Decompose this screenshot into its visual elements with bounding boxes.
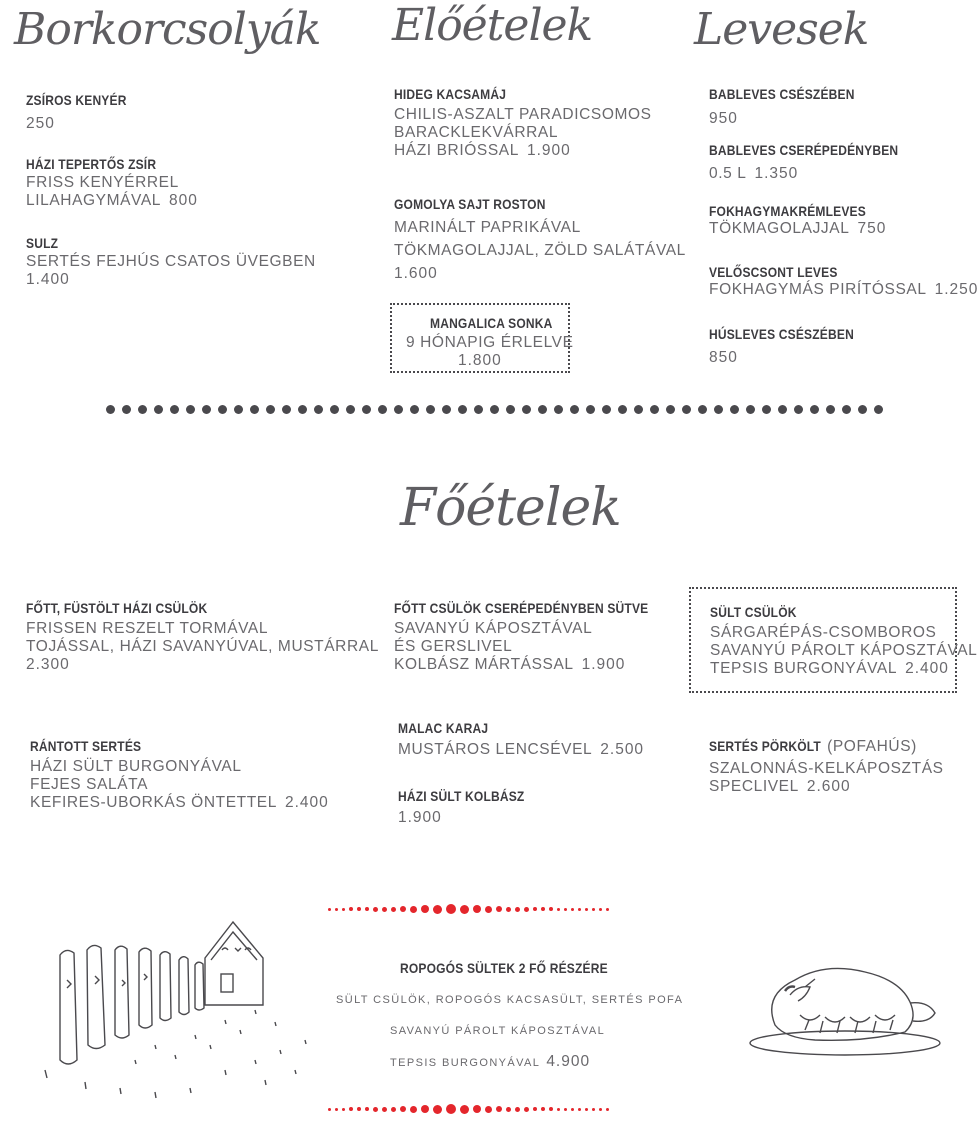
divider-dot — [634, 405, 643, 414]
item-line: FRISSEN RESZELT TORMÁVAL — [26, 620, 269, 637]
item-line: TÖKMAGOLAJJAL, ZÖLD SALÁTÁVAL — [394, 242, 686, 259]
divider-dot — [314, 405, 323, 414]
red-divider-dot — [578, 1108, 581, 1111]
item-name: FOKHAGYMAKRÉMLEVES — [709, 203, 866, 219]
divider-dot — [650, 405, 659, 414]
divider-dot — [602, 405, 611, 414]
red-divider-dot — [342, 908, 345, 911]
item-note: (POFAHÚS) — [827, 738, 917, 755]
red-divider-dot — [515, 1107, 520, 1112]
red-divider-dot — [496, 906, 502, 912]
item-name: SÜLT CSÜLÖK — [710, 604, 797, 620]
menu-item-hideg-kacsamaj — [394, 86, 652, 160]
ropogos-line: SAVANYÚ PÁROLT KÁPOSZTÁVAL — [390, 1025, 606, 1037]
red-divider-dot — [365, 907, 369, 911]
item-name: BABLEVES CSÉSZÉBEN — [709, 86, 855, 102]
item-line: SPECLIVEL 2.600 — [709, 778, 851, 795]
divider-dot — [202, 405, 211, 414]
item-name: SERTÉS PÖRKÖLT — [709, 738, 821, 754]
menu-item-fokhagymakremleves — [709, 203, 892, 238]
item-line: HÁZI BRIÓSSAL 1.900 — [394, 142, 571, 159]
divider-dot — [154, 405, 163, 414]
section-title-levesek: Levesek — [694, 4, 869, 55]
red-divider-dot — [571, 1108, 574, 1111]
red-divider-dot — [473, 1105, 481, 1113]
menu-item-sertes-porkolt — [709, 738, 944, 796]
divider-dot — [506, 405, 515, 414]
red-divider-dot — [564, 908, 567, 911]
ropogos-title — [400, 960, 642, 976]
item-name: ZSÍROS KENYÉR — [26, 92, 127, 108]
divider-dot — [234, 405, 243, 414]
item-name: MALAC KARAJ — [398, 720, 489, 736]
red-divider-dot — [592, 908, 595, 911]
divider-dot — [522, 405, 531, 414]
red-divider-dot — [335, 1108, 338, 1111]
red-dotted-divider-bottom — [328, 1104, 609, 1114]
item-line: BARACKLEKVÁRRAL — [394, 124, 559, 141]
menu-item-husleves — [709, 326, 878, 367]
item-price: 1.800 — [458, 352, 502, 369]
divider-dot — [730, 405, 739, 414]
divider-dot — [266, 405, 275, 414]
item-name: MANGALICA SONKA — [430, 315, 553, 331]
divider-dot — [218, 405, 227, 414]
item-name: BABLEVES CSERÉPEDÉNYBEN — [709, 142, 899, 158]
red-divider-dot — [549, 1107, 553, 1111]
red-divider-dot — [557, 1108, 560, 1111]
red-divider-dot — [506, 1107, 511, 1112]
ropogos-line: SÜLT CSÜLÖK, ROPOGÓS KACSASÜLT, SERTÉS POFA — [336, 994, 684, 1006]
red-divider-dot — [506, 907, 511, 912]
section-title-borkorcsolyak: Borkorcsolyák — [14, 4, 321, 55]
divider-dot — [682, 405, 691, 414]
item-line: 0.5 L 1.350 — [709, 165, 799, 182]
red-divider-dot — [433, 1105, 442, 1114]
item-line: SÁRGARÉPÁS-CSOMBOROS — [710, 624, 937, 641]
divider-dot — [570, 405, 579, 414]
red-divider-dot — [606, 1108, 609, 1111]
item-price: 800 — [169, 192, 198, 209]
red-divider-dot — [349, 1107, 353, 1111]
red-divider-dot — [460, 1105, 469, 1114]
item-line: KEFIRES-UBORKÁS ÖNTETTEL 2.400 — [30, 794, 329, 811]
red-divider-dot — [410, 906, 417, 913]
menu-item-bableves-cserep — [709, 142, 929, 183]
red-divider-dot — [571, 908, 574, 911]
divider-dot — [538, 405, 547, 414]
red-divider-dot — [524, 1107, 529, 1112]
item-price: 1.900 — [581, 656, 626, 673]
item-price: 1.350 — [754, 165, 799, 182]
divider-dot — [842, 405, 851, 414]
menu-item-rantott-sertes — [30, 738, 329, 812]
red-divider-dot — [549, 907, 553, 911]
item-line: SZALONNÁS-KELKÁPOSZTÁS — [709, 760, 944, 777]
red-divider-dot — [382, 907, 387, 912]
divider-dot — [346, 405, 355, 414]
red-divider-dot — [446, 1104, 456, 1114]
divider-dot — [122, 405, 131, 414]
divider-dot — [362, 405, 371, 414]
item-line: LILAHAGYMÁVAL 800 — [26, 192, 198, 209]
item-price: 2.500 — [600, 741, 645, 758]
menu-item-zsiros-kenyer — [26, 92, 143, 133]
divider-dot — [250, 405, 259, 414]
item-line: TOJÁSSAL, HÁZI SAVANYÚVAL, MUSTÁRRAL — [26, 638, 379, 655]
menu-item-fott-fustolt-csulok — [26, 600, 379, 674]
item-line: 9 HÓNAPIG ÉRLELVE — [406, 334, 574, 351]
red-divider-dot — [524, 907, 529, 912]
red-divider-dot — [557, 908, 560, 911]
menu-item-sulz — [26, 235, 316, 289]
featured-box-mangalica — [390, 303, 574, 373]
ropogos-title-text: ROPOGÓS SÜLTEK 2 FŐ RÉSZÉRE — [400, 960, 608, 976]
red-divider-dot — [373, 907, 378, 912]
red-divider-dot — [533, 907, 537, 911]
dotted-divider — [106, 405, 883, 414]
red-divider-dot — [541, 1107, 545, 1111]
item-line: FEJES SALÁTA — [30, 776, 149, 793]
section-title-eloetelek: Előételek — [392, 0, 593, 51]
red-divider-dot — [541, 907, 545, 911]
item-line: FOKHAGYMÁS PIRÍTÓSSAL 1.250 — [709, 281, 978, 298]
divider-dot — [378, 405, 387, 414]
red-divider-dot — [599, 1108, 602, 1111]
divider-dot — [426, 405, 435, 414]
divider-dot — [618, 405, 627, 414]
divider-dot — [714, 405, 723, 414]
divider-dot — [794, 405, 803, 414]
item-price: 2.400 — [905, 660, 949, 677]
menu-item-hazi-tepertos-zsir — [26, 156, 198, 210]
divider-dot — [330, 405, 339, 414]
menu-item-fott-csulok-cserep — [394, 600, 690, 674]
divider-dot — [762, 405, 771, 414]
item-line: MARINÁLT PAPRIKÁVAL — [394, 219, 581, 236]
red-divider-dot — [421, 1105, 429, 1113]
red-divider-dot — [391, 1107, 396, 1112]
red-divider-dot — [496, 1106, 502, 1112]
item-price: 1.900 — [526, 142, 571, 159]
item-line: SERTÉS FEJHÚS CSATOS ÜVEGBEN — [26, 253, 316, 270]
item-line: TEPSIS BURGONYÁVAL 2.400 — [710, 660, 949, 677]
item-name: GOMOLYA SAJT ROSTON — [394, 196, 546, 212]
red-divider-dot — [564, 1108, 567, 1111]
red-divider-dot — [400, 906, 406, 912]
featured-box-sult-csulok — [689, 587, 978, 693]
divider-dot — [474, 405, 483, 414]
item-line: CHILIS-ASZALT PARADICSOMOS — [394, 106, 652, 123]
divider-dot — [586, 405, 595, 414]
menu-item-gomolya-sajt — [394, 196, 686, 285]
red-divider-dot — [335, 908, 338, 911]
divider-dot — [138, 405, 147, 414]
red-divider-dot — [585, 908, 588, 911]
item-name: HÁZI SÜLT KOLBÁSZ — [398, 788, 525, 804]
item-price: 1.600 — [394, 265, 438, 282]
item-price: 2.400 — [284, 794, 329, 811]
divider-dot — [746, 405, 755, 414]
red-divider-dot — [460, 905, 469, 914]
divider-dot — [458, 405, 467, 414]
divider-dot — [186, 405, 195, 414]
menu-item-bableves-csesze — [709, 86, 878, 128]
divider-dot — [394, 405, 403, 414]
red-divider-dot — [342, 1108, 345, 1111]
red-divider-dot — [421, 905, 429, 913]
divider-dot — [282, 405, 291, 414]
divider-dot — [810, 405, 819, 414]
ropogos-line: TEPSIS BURGONYÁVAL 4.900 — [390, 1053, 591, 1070]
item-line: SAVANYÚ PÁROLT KÁPOSZTÁVAL — [710, 642, 978, 659]
item-name: SULZ — [26, 235, 59, 251]
red-divider-dot — [365, 1107, 369, 1111]
item-price: 1.900 — [398, 809, 442, 826]
red-divider-dot — [485, 906, 492, 913]
red-divider-dot — [592, 1108, 595, 1111]
item-line: ÉS GERSLIVEL — [394, 638, 513, 655]
red-divider-dot — [473, 905, 481, 913]
divider-dot — [170, 405, 179, 414]
red-dotted-divider-top — [328, 904, 609, 914]
item-price: 2.600 — [806, 778, 851, 795]
red-divider-dot — [349, 907, 353, 911]
divider-dot — [554, 405, 563, 414]
item-name: HÚSLEVES CSÉSZÉBEN — [709, 326, 854, 342]
divider-dot — [874, 405, 883, 414]
item-name: RÁNTOTT SERTÉS — [30, 738, 142, 754]
item-price: 1.400 — [26, 271, 70, 288]
divider-dot — [778, 405, 787, 414]
red-divider-dot — [373, 1107, 378, 1112]
red-divider-dot — [357, 907, 361, 911]
item-line: TÖKMAGOLAJJAL 750 — [709, 220, 887, 237]
item-name: FŐTT, FÜSTÖLT HÁZI CSÜLÖK — [26, 600, 208, 616]
item-price: 950 — [709, 110, 738, 127]
item-price: 2.300 — [26, 656, 70, 673]
item-price: 250 — [26, 115, 55, 132]
item-line: FRISS KENYÉRREL — [26, 174, 179, 191]
red-divider-dot — [382, 1107, 387, 1112]
divider-dot — [826, 405, 835, 414]
red-divider-dot — [533, 1107, 537, 1111]
red-divider-dot — [599, 908, 602, 911]
divider-dot — [666, 405, 675, 414]
item-name: FŐTT CSÜLÖK CSERÉPEDÉNYBEN SÜTVE — [394, 600, 649, 616]
red-divider-dot — [446, 904, 456, 914]
ropogos-price: 4.900 — [546, 1053, 591, 1070]
red-divider-dot — [578, 908, 581, 911]
item-name: VELŐSCSONT LEVES — [709, 264, 838, 280]
divider-dot — [442, 405, 451, 414]
red-divider-dot — [485, 1106, 492, 1113]
red-divider-dot — [391, 907, 396, 912]
red-divider-dot — [585, 1108, 588, 1111]
item-line: SAVANYÚ KÁPOSZTÁVAL — [394, 620, 593, 637]
divider-dot — [298, 405, 307, 414]
roast-pig-sketch-icon — [745, 955, 945, 1065]
village-houses-sketch-icon — [25, 910, 335, 1115]
menu-item-hazi-sult-kolbasz — [398, 788, 545, 827]
item-price: 1.250 — [934, 281, 978, 298]
red-divider-dot — [433, 905, 442, 914]
red-divider-dot — [606, 908, 609, 911]
item-line: MUSTÁROS LENCSÉVEL 2.500 — [398, 741, 645, 758]
item-line: KOLBÁSZ MÁRTÁSSAL 1.900 — [394, 656, 626, 673]
red-divider-dot — [410, 1106, 417, 1113]
divider-dot — [490, 405, 499, 414]
item-name: HIDEG KACSAMÁJ — [394, 86, 507, 102]
section-title-foetelek: Főételek — [400, 478, 621, 538]
menu-item-malac-karaj — [398, 720, 644, 759]
divider-dot — [106, 405, 115, 414]
red-divider-dot — [357, 1107, 361, 1111]
red-divider-dot — [515, 907, 520, 912]
item-price: 750 — [857, 220, 887, 237]
divider-dot — [410, 405, 419, 414]
divider-dot — [858, 405, 867, 414]
item-price: 850 — [709, 349, 738, 366]
item-line: HÁZI SÜLT BURGONYÁVAL — [30, 758, 242, 775]
red-divider-dot — [400, 1106, 406, 1112]
divider-dot — [698, 405, 707, 414]
item-name: HÁZI TEPERTŐS ZSÍR — [26, 156, 157, 172]
menu-item-veloscsont-leves — [709, 264, 978, 299]
